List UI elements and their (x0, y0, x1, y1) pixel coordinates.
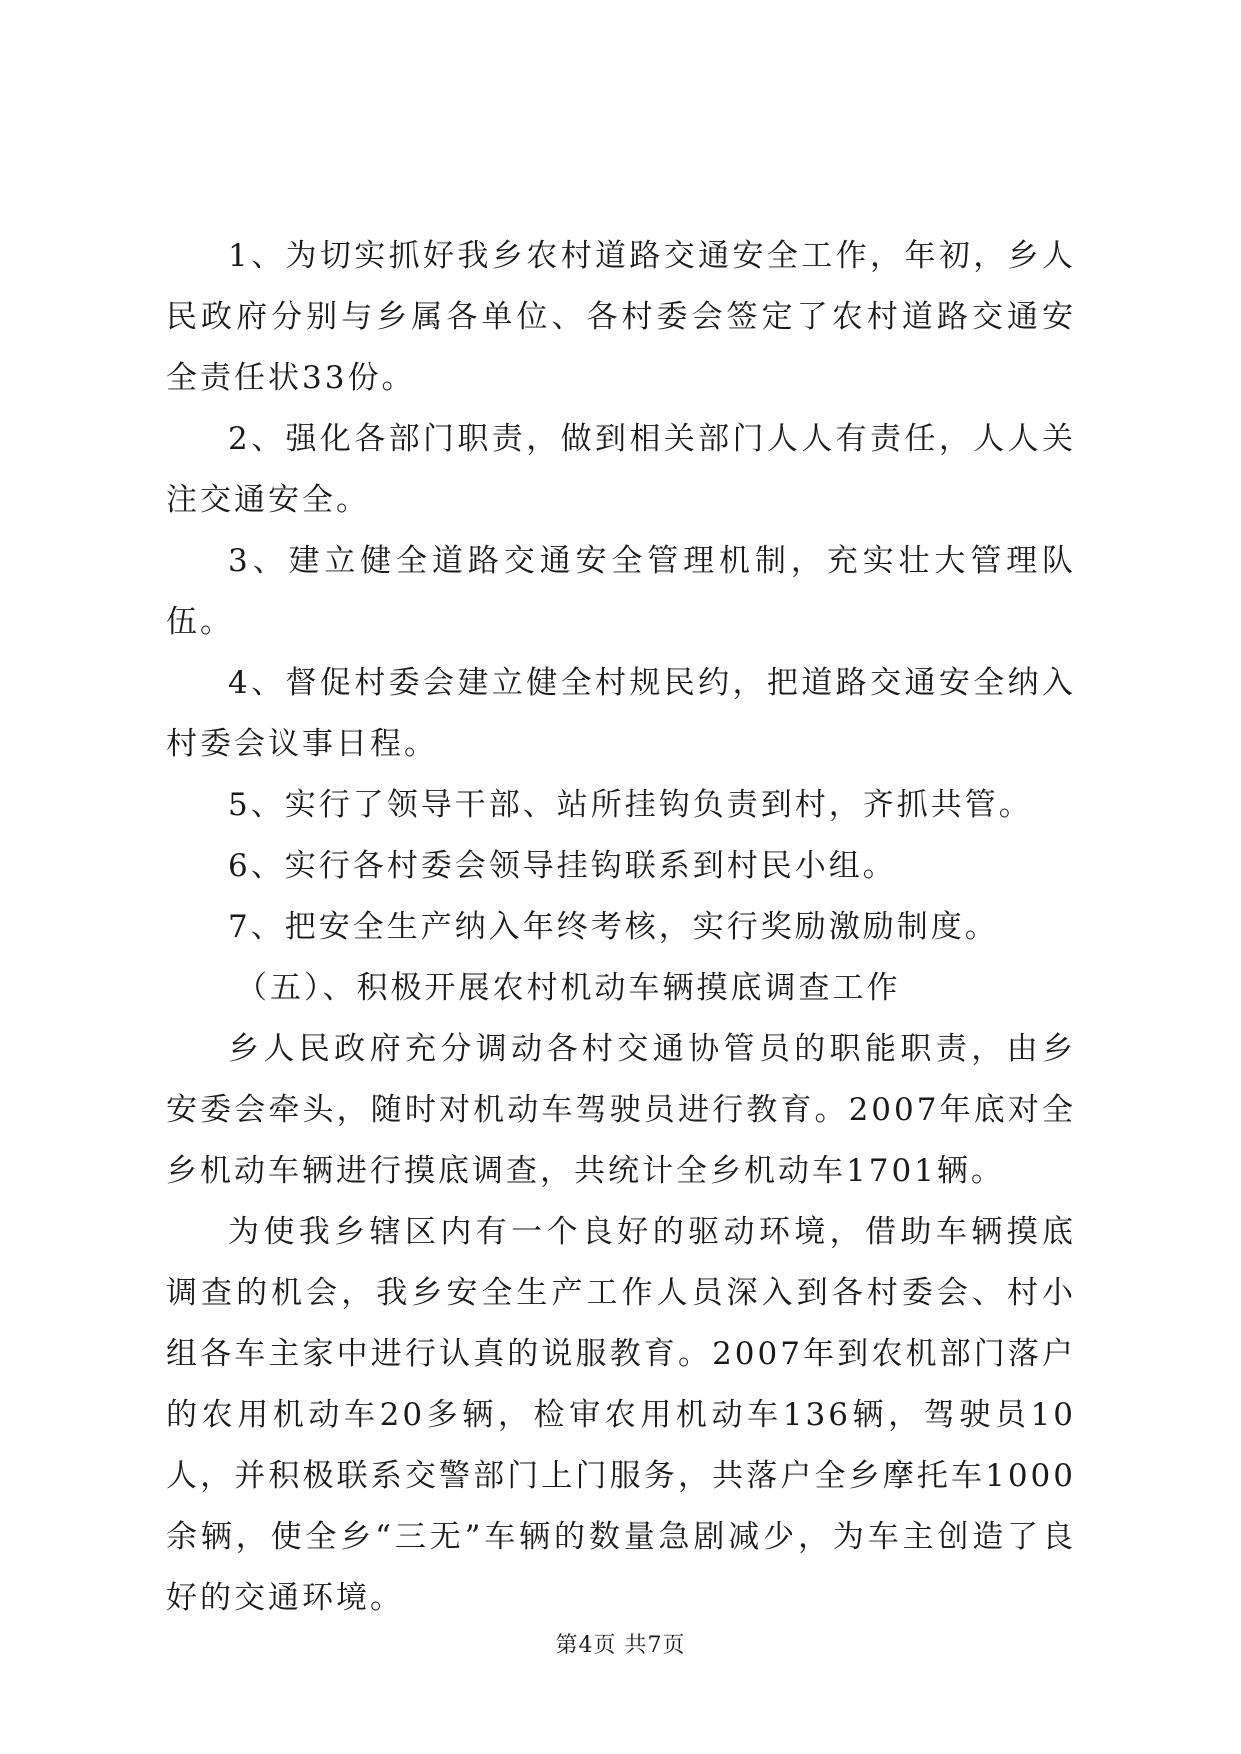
paragraph-6: 6、实行各村委会领导挂钩联系到村民小组。 (228, 848, 897, 884)
page-number-footer: 第4页 共7页 (555, 1633, 686, 1658)
paragraph-3: 3、建立健全道路交通安全管理机制，充实壮大管理队伍。 (166, 543, 1076, 640)
paragraph-7: 7、把安全生产纳入年终考核，实行奖励激励制度。 (228, 909, 999, 945)
paragraph-8: 乡人民政府充分调动各村交通协管员的职能职责，由乡安委会牵头，随时对机动车驾驶员进行教育。2007年底对全乡机动车辆进行摸底调查，共统计全乡机动车1701辆。 (166, 1031, 1076, 1189)
paragraph-4: 4、督促村委会建立健全村规民约，把道路交通安全纳入村委会议事日程。 (166, 665, 1076, 762)
paragraph-1: 1、为切实抓好我乡农村道路交通安全工作，年初，乡人民政府分别与乡属各单位、各村委会签定了农村道路交通安全责任状33份。 (166, 238, 1076, 396)
paragraph-5: 5、实行了领导干部、站所挂钩负责到村，齐抓共管。 (228, 787, 1033, 823)
section-heading: （五）、积极开展农村机动车辆摸底调查工作 (236, 970, 901, 1006)
document-body (166, 226, 1076, 1629)
paragraph-2: 2、强化各部门职责，做到相关部门人人有责任，人人关注交通安全。 (166, 421, 1076, 518)
paragraph-9: 为使我乡辖区内有一个良好的驱动环境，借助车辆摸底调查的机会，我乡安全生产工作人员深入到各村委会、村小组各车主家中进行认真的说服教育。2007年到农机部门落户的农用机动车20多辆，检审农用机动车136辆，驾驶员10人，并积极联系交警部门上门服务，共落户全乡摩托车1000余辆，使全乡“三无”车辆的数量急剧减少，为车主创造了良好的交通环境。 (166, 1214, 1076, 1616)
